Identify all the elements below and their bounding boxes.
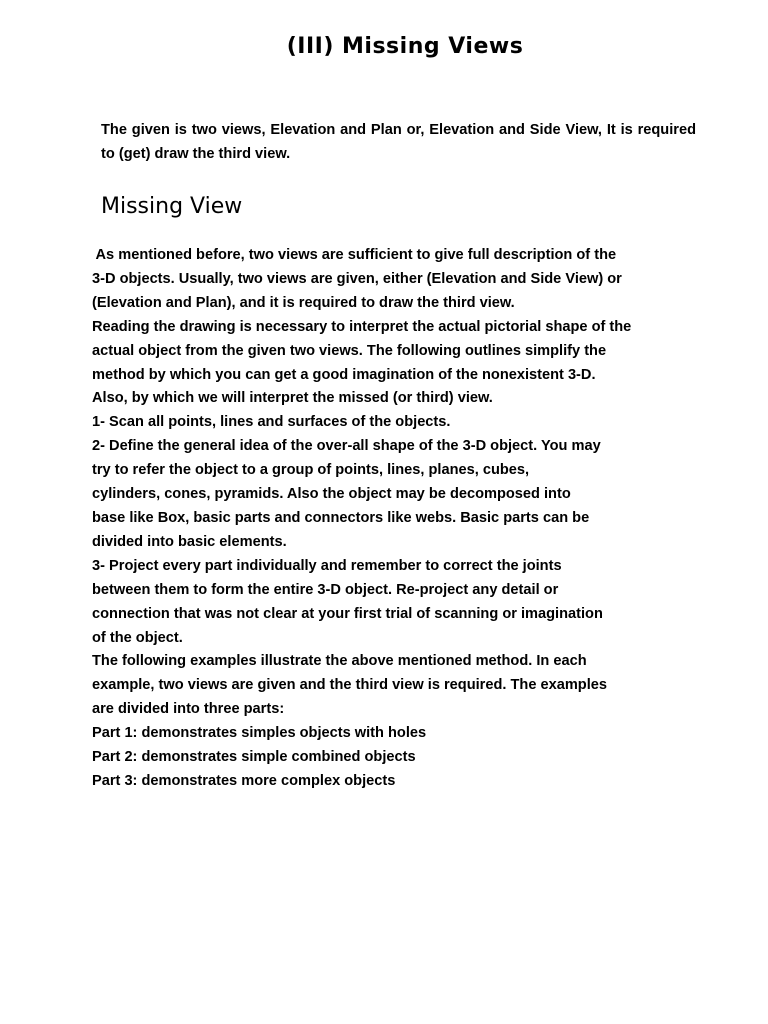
intro-paragraph: The given is two views, Elevation and Plan or, Elevation and Side View, It is required to (get) draw the third view. — [101, 122, 696, 162]
text-line: 2- Define the general idea of the over-all shape of the 3-D object. You may — [92, 438, 601, 455]
text-line: Reading the drawing is necessary to interpret the actual pictorial shape of the — [92, 318, 632, 335]
page-title: (III) Missing Views — [286, 34, 524, 59]
text-line: try to refer the object to a group of points, lines, planes, cubes, — [92, 462, 530, 479]
list-item: Part 1: demonstrates simples objects with holes — [92, 725, 427, 742]
text-line: 3-D objects. Usually, two views are given, either (Elevation and Side View) or — [92, 270, 622, 287]
text-line: cylinders, cones, pyramids. Also the object may be decomposed into — [92, 486, 571, 503]
text-line: actual object from the given two views. The following outlines simplify the — [92, 342, 607, 359]
body-text — [92, 244, 732, 794]
text-line: are divided into three parts: — [92, 701, 285, 718]
text-line: divided into basic elements. — [92, 533, 287, 550]
text-line: As mentioned before, two views are sufficient to give full description of the — [92, 247, 617, 263]
text-line: method by which you can get a good imagination of the nonexistent 3-D. — [92, 366, 596, 383]
text-line: between them to form the entire 3-D object. Re-project any detail or — [92, 581, 559, 598]
text-line: 1- Scan all points, lines and surfaces of the objects. — [92, 414, 451, 431]
list-item: Part 3: demonstrates more complex objects — [92, 772, 396, 789]
section-heading: Missing View — [101, 194, 243, 219]
list-item: Part 2: demonstrates simple combined objects — [92, 749, 416, 766]
text-line: 3- Project every part individually and remember to correct the joints — [92, 557, 562, 574]
text-line: The following examples illustrate the above mentioned method. In each — [92, 653, 587, 670]
text-line: (Elevation and Plan), and it is required to draw the third view. — [92, 294, 515, 311]
text-line: base like Box, basic parts and connectors like webs. Basic parts can be — [92, 509, 590, 526]
text-line: connection that was not clear at your first trial of scanning or imagination — [92, 605, 603, 622]
text-line: Also, by which we will interpret the missed (or third) view. — [92, 390, 493, 407]
text-line: example, two views are given and the third view is required. The examples — [92, 677, 608, 694]
text-line: of the object. — [92, 629, 183, 646]
